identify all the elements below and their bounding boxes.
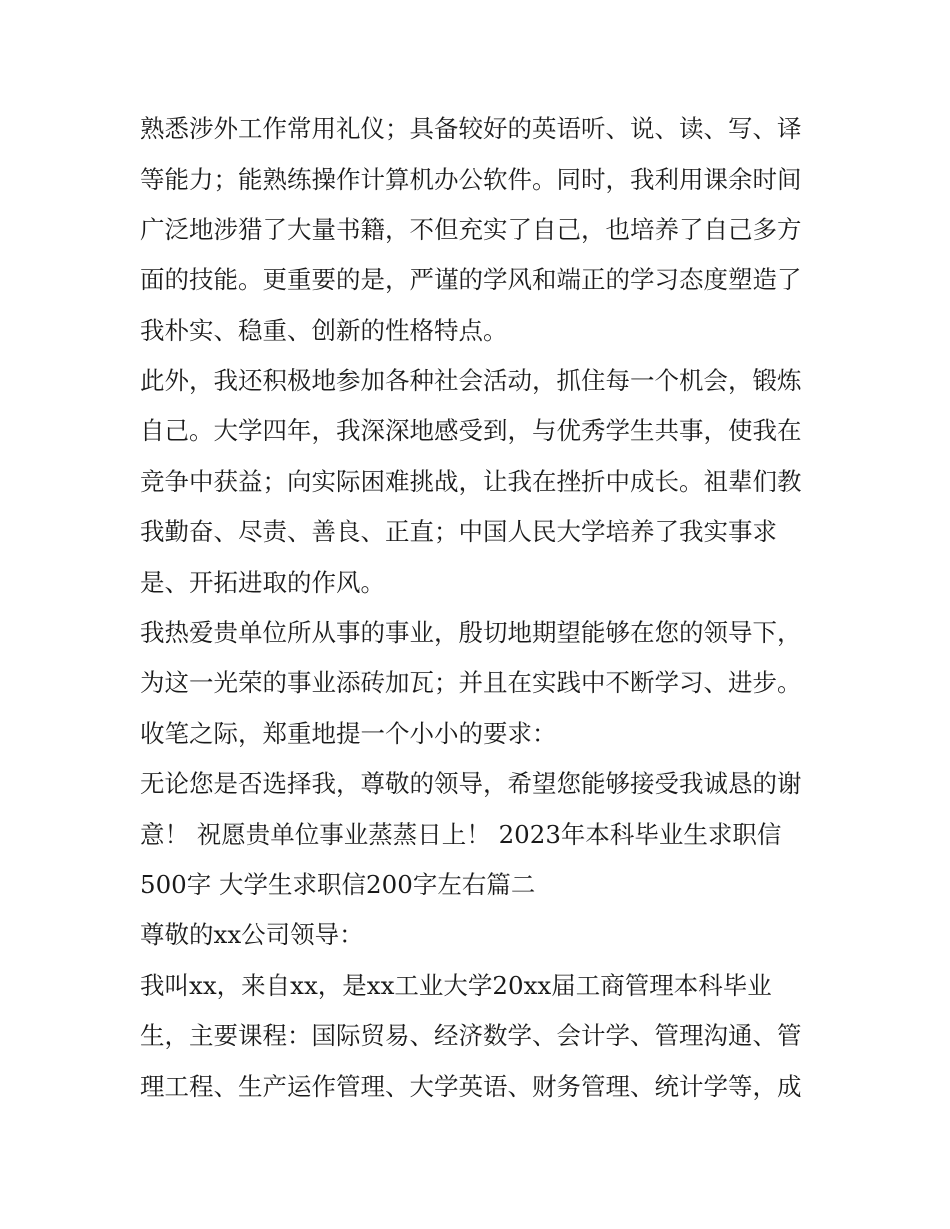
text-line: 500字 大学生求职信200字左右篇二 bbox=[140, 870, 536, 899]
text-line: 自己。大学四年，我深深地感受到，与优秀学生共事，使我在 bbox=[140, 416, 802, 445]
text-line: 我朴实、稳重、创新的性格特点。 bbox=[140, 316, 508, 345]
text-line: 等能力；能熟练操作计算机办公软件。同时，我利用课余时间 bbox=[140, 165, 802, 194]
text-line: 生，主要课程：国际贸易、经济数学、会计学、管理沟通、管 bbox=[140, 1021, 802, 1050]
text-line: 我勤奋、尽责、善良、正直；中国人民大学培养了我实事求 bbox=[140, 517, 777, 546]
text-line: 面的技能。更重要的是，严谨的学风和端正的学习态度塑造了 bbox=[140, 265, 802, 294]
text-line: 熟悉涉外工作常用礼仪；具备较好的英语听、说、读、写、译 bbox=[140, 114, 802, 143]
text-line: 我叫xx，来自xx，是xx工业大学20xx届工商管理本科毕业 bbox=[140, 971, 772, 1000]
text-line: 收笔之际，郑重地提一个小小的要求： bbox=[140, 719, 557, 748]
text-line: 意！ 祝愿贵单位事业蒸蒸日上！ 2023年本科毕业生求职信 bbox=[140, 820, 782, 849]
text-line: 此外，我还积极地参加各种社会活动，抓住每一个机会，锻炼 bbox=[140, 366, 802, 395]
text-line: 尊敬的xx公司领导： bbox=[140, 920, 364, 949]
text-line: 广泛地涉猎了大量书籍，不但充实了自己，也培养了自己多方 bbox=[140, 215, 802, 244]
text-line: 我热爱贵单位所从事的事业，殷切地期望能够在您的领导下， bbox=[140, 618, 802, 647]
text-line: 是、开拓进取的作风。 bbox=[140, 568, 385, 597]
text-line: 竞争中获益；向实际困难挑战，让我在挫折中成长。祖辈们教 bbox=[140, 467, 802, 496]
text-line: 无论您是否选择我，尊敬的领导，希望您能够接受我诚恳的谢 bbox=[140, 769, 802, 798]
text-line: 理工程、生产运作管理、大学英语、财务管理、统计学等，成 bbox=[140, 1072, 802, 1101]
text-line: 为这一光荣的事业添砖加瓦；并且在实践中不断学习、进步。 bbox=[140, 668, 802, 697]
